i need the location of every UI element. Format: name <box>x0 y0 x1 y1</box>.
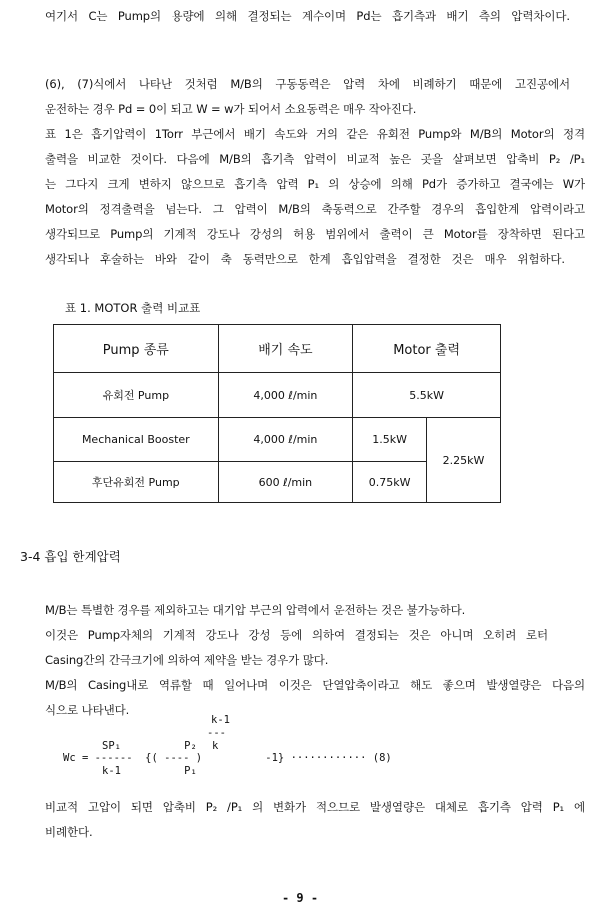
para2-line-4: M/B의 Casing내로 역류할 때 일어나며 이것은 단열압축이라고 해도 좋으며 발생열량은 다음의 <box>45 678 585 692</box>
para3-line-2: 비례한다. <box>45 825 93 839</box>
header-pump-type: Pump 종류 <box>54 325 219 373</box>
cell-speed: 600 ℓ/min <box>218 462 353 503</box>
header-output: Motor 출력 <box>353 325 501 373</box>
intro-line: 여기서 C는 Pump의 용량에 의해 결정되는 계수이며 Pd는 흡기측과 배기 측의 압력차이다. <box>45 9 570 23</box>
table-caption: 표 1. MOTOR 출력 비교표 <box>65 301 201 315</box>
para1-line-5: 는 그다지 크게 변하지 않으므로 흡기측 압력 P₁ 의 상승에 의해 Pd가 증가하고 결국에는 W가 <box>45 177 585 191</box>
cell-type: 후단유회전 Pump <box>54 462 219 503</box>
formula-exponent-numerator: k-1 <box>211 714 230 726</box>
para3-line-1: 비교적 고압이 되면 압축비 P₂ /P₁ 의 변화가 적으므로 발생열량은 대체로 흡기측 압력 P₁ 에 <box>45 800 585 814</box>
cell-output: 5.5kW <box>353 373 501 418</box>
section-heading: 3-4 흡입 한계압력 <box>20 549 121 564</box>
cell-speed: 4,000 ℓ/min <box>218 418 353 462</box>
motor-comparison-table <box>53 324 501 503</box>
cell-output: 1.5kW <box>353 418 427 462</box>
para1-line-3: 표 1은 흡기압력이 1Torr 부근에서 배기 속도와 거의 같은 유회전 Pump와 M/B의 Motor의 정격 <box>45 127 585 141</box>
para2-line-3: Casing간의 간극크기에 의하여 제약을 받는 경우가 많다. <box>45 653 329 667</box>
cell-type: 유회전 Pump <box>54 373 219 418</box>
cell-speed: 4,000 ℓ/min <box>218 373 353 418</box>
cell-combined-output: 2.25kW <box>427 418 501 503</box>
formula-exponent-denominator: k <box>212 740 219 752</box>
para2-line-1: M/B는 특별한 경우를 제외하고는 대기압 부근의 압력에서 운전하는 것은 불가능하다. <box>45 603 466 617</box>
para1-line-2: 운전하는 경우 Pd = 0이 되고 W = w가 되어서 소요동력은 매우 작아진다. <box>45 102 417 116</box>
para2-line-5: 식으로 나타낸다. <box>45 703 130 717</box>
page-number: - 9 - <box>281 891 319 905</box>
formula-exponent-bar: --- <box>207 727 226 739</box>
table-row <box>54 418 501 462</box>
formula-top-row: SP₁ P₂ <box>102 740 197 752</box>
para1-line-6: Motor의 정격출력을 넘는다. 그 압력이 M/B의 축동력으로 간주할 경우의 흡입한계 압력이라고 <box>45 202 585 216</box>
para1-line-4: 출력을 비교한 것이다. 다음에 M/B의 흡기측 압력이 비교적 높은 곳을 살펴보면 압축비 P₂ /P₁ <box>45 152 585 166</box>
para1-line-8: 생각되나 후술하는 바와 같이 축 동력만으로 한계 흡입압력을 결정한 것은 매우 위험하다. <box>45 252 565 266</box>
para1-line-7: 생각되므로 Pump의 기계적 강도나 강성의 허용 범위에서 출력이 큰 Motor를 장착하면 된다고 <box>45 227 585 241</box>
formula-main-row: Wc = ------ {( ---- ) -1} ············ (8) <box>63 752 392 764</box>
formula-bottom-row: k-1 P₁ <box>102 765 197 777</box>
para2-line-2: 이것은 Pump자체의 기계적 강도나 강성 등에 의하여 결정되는 것은 아니며 오히려 로터 <box>45 628 548 642</box>
para1-line-1: (6), (7)식에서 나타난 것처럼 M/B의 구동동력은 압력 차에 비례하기 때문에 고진공에서 <box>45 77 570 91</box>
header-speed: 배기 속도 <box>218 325 353 373</box>
table-row <box>54 373 501 418</box>
table-header-row <box>54 325 501 373</box>
cell-output: 0.75kW <box>353 462 427 503</box>
cell-type: Mechanical Booster <box>54 418 219 462</box>
